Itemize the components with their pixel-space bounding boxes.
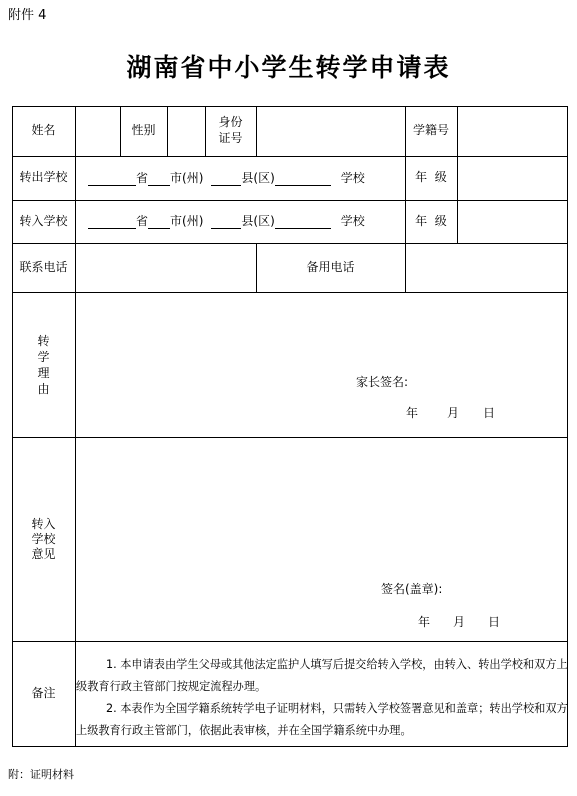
province-suffix: 省 bbox=[136, 214, 149, 228]
opinion-date-month: 月 bbox=[453, 615, 466, 629]
transfer-in-grade-label: 年 级 bbox=[415, 213, 447, 228]
transfer-out-grade-field[interactable] bbox=[457, 156, 567, 200]
county-blank[interactable] bbox=[211, 171, 241, 186]
phone-field[interactable] bbox=[75, 243, 256, 292]
transfer-out-grade-label: 年 级 bbox=[415, 170, 447, 185]
backup-phone-label: 备用电话 bbox=[306, 259, 355, 274]
gender-field[interactable] bbox=[167, 106, 205, 156]
opinion-date-year: 年 bbox=[418, 615, 431, 629]
student-id-label: 学籍号 bbox=[412, 123, 449, 138]
school-suffix: 学校 bbox=[340, 214, 365, 228]
remarks-item: 1. 本申请表由学生父母或其他法定监护人填写后提交给转入学校，由转入、转出学校和双方上级教育行政主管部门按规定流程办理。 bbox=[76, 658, 568, 693]
city-blank[interactable] bbox=[148, 214, 170, 229]
table-border-right bbox=[567, 106, 568, 747]
gender-label: 性别 bbox=[131, 123, 156, 138]
phone-label: 联系电话 bbox=[19, 259, 68, 274]
transfer-in-grade-field[interactable] bbox=[457, 200, 567, 243]
transfer-out-address[interactable] bbox=[78, 166, 404, 186]
county-suffix: 县(区) bbox=[241, 214, 275, 228]
name-field[interactable] bbox=[75, 106, 120, 156]
opinion-label-line: 学校 bbox=[31, 531, 56, 546]
reason-date-year: 年 bbox=[406, 406, 419, 420]
seal-signature-label: 签名(盖章): bbox=[381, 582, 443, 596]
reason-date-day: 日 bbox=[483, 406, 496, 420]
opinion-date-day: 日 bbox=[488, 615, 501, 629]
transfer-out-school-label: 转出学校 bbox=[19, 170, 68, 185]
reason-char: 学 bbox=[37, 349, 50, 364]
reason-date-month: 月 bbox=[447, 406, 460, 420]
table-border-bottom bbox=[12, 746, 568, 747]
opinion-label-line: 转入 bbox=[31, 516, 56, 531]
row-divider bbox=[12, 641, 568, 642]
id-number-label-line1: 身份 bbox=[218, 115, 243, 130]
name-label: 姓名 bbox=[31, 123, 56, 138]
transfer-reason-label bbox=[12, 292, 75, 437]
attachment-note: 附：证明材料 bbox=[8, 768, 74, 781]
remarks-content bbox=[76, 654, 572, 742]
province-blank[interactable] bbox=[88, 214, 136, 229]
province-blank[interactable] bbox=[88, 171, 136, 186]
parent-signature-label: 家长签名: bbox=[356, 375, 409, 389]
transfer-in-address[interactable] bbox=[78, 209, 404, 229]
receiving-school-opinion-label bbox=[12, 437, 75, 641]
id-number-label bbox=[205, 106, 256, 156]
reason-char: 转 bbox=[37, 333, 50, 348]
city-suffix: 市(州) bbox=[170, 171, 204, 185]
reason-char: 理 bbox=[37, 365, 50, 380]
school-blank[interactable] bbox=[275, 214, 331, 229]
receiving-school-opinion-field[interactable] bbox=[76, 438, 567, 641]
transfer-in-school-label: 转入学校 bbox=[19, 213, 68, 228]
student-id-field[interactable] bbox=[457, 106, 567, 156]
opinion-label-line: 意见 bbox=[31, 546, 56, 561]
city-blank[interactable] bbox=[148, 171, 170, 186]
county-blank[interactable] bbox=[211, 214, 241, 229]
school-suffix: 学校 bbox=[340, 171, 365, 185]
city-suffix: 市(州) bbox=[170, 214, 204, 228]
id-number-label-line2: 证号 bbox=[218, 131, 243, 145]
id-number-field[interactable] bbox=[256, 106, 405, 156]
remarks-label: 备注 bbox=[31, 685, 56, 700]
attachment-label: 附件 4 bbox=[8, 8, 47, 23]
province-suffix: 省 bbox=[136, 171, 149, 185]
school-blank[interactable] bbox=[275, 171, 331, 186]
reason-char: 由 bbox=[37, 381, 50, 396]
county-suffix: 县(区) bbox=[241, 171, 275, 185]
remarks-item: 2. 本表作为全国学籍系统转学电子证明材料，只需转入学校签署意见和盖章；转出学校和双方上级教育行政主管部门，依据此表审核，并在全国学籍系统中办理。 bbox=[76, 702, 568, 737]
form-title: 湖南省中小学生转学申请表 bbox=[126, 53, 451, 82]
backup-phone-field[interactable] bbox=[405, 243, 567, 292]
